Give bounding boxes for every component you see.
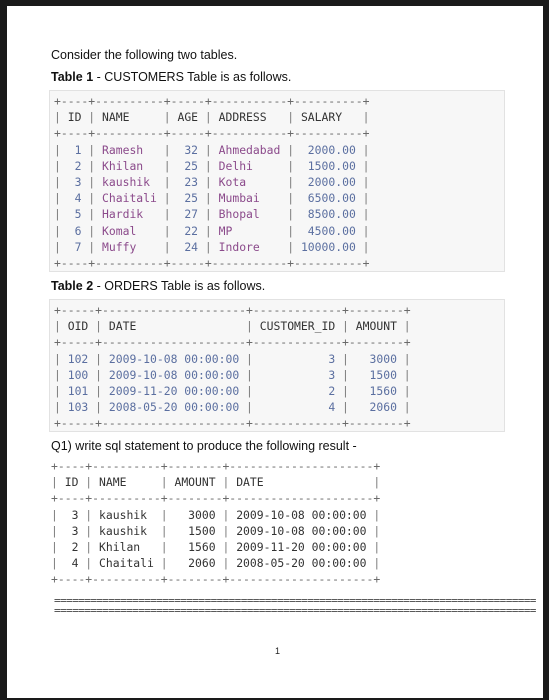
customers-cell: 7 <box>67 239 82 254</box>
orders-cell: 103 <box>67 400 89 415</box>
orders-table: +-----+---------------------+-------------+--------+ | OID | DATE | CUSTOMER_ID | AMOUNT | +-----+---------------------+-------------+--------+ | 102 | 2009-10-08 00:00:00 | 3 | 3000 | | 100 | 2009-10-08 00:00:00 | 3 | 1500 | | 101 | 2009-11-20 00:00:00 | 2 | 1560 | | 103 | 2008-05-20 00:00:00 | 4 | 2060 | +-----+---------------------+-------------+--------+ <box>54 303 411 431</box>
customers-cell: 2 <box>67 158 82 173</box>
customers-cell: Komal <box>102 223 157 238</box>
customers-cell: Mumbai <box>218 191 281 206</box>
customers-cell: 23 <box>177 175 199 190</box>
table2-heading-label: Table 2 <box>51 279 94 293</box>
table1-heading-rest: - CUSTOMERS Table is as follows. <box>93 70 292 84</box>
column-header: CUSTOMER_ID <box>259 319 336 334</box>
customers-cell: 4 <box>67 191 82 206</box>
column-header: ID <box>67 110 82 125</box>
customers-cell: Khilan <box>102 158 157 173</box>
orders-cell: 1500 <box>355 367 397 382</box>
column-header: AGE <box>177 110 199 125</box>
orders-cell: 2009-10-08 00:00:00 <box>108 351 240 366</box>
customers-cell: 32 <box>177 142 199 157</box>
customers-cell: Bhopal <box>218 207 281 222</box>
customers-table: +----+----------+-----+-----------+----------+ | ID | NAME | AGE | ADDRESS | SALARY | +----+----------+-----+-----------+----------+ | 1 | Ramesh | 32 | Ahmedabad | 2000.00 | | 2 | Khilan | 25 | Delhi | 1500.00 | | 3 | kaushik | 23 | Kota | 2000.00 | | 4 | Chaitali | 25 | Mumbai | 6500.00 | | 5 | Hardik | 27 | Bhopal | 8500.00 | | 6 | Komal | 22 | MP | 4500.00 | | 7 | Muffy | 24 | Indore | 10000.00 | +----+----------+-----+-----------+----------+ <box>54 94 370 271</box>
result-cell: kaushik <box>99 507 154 522</box>
customers-cell: Hardik <box>102 207 157 222</box>
customers-cell: Ramesh <box>102 142 157 157</box>
customers-table-box <box>49 90 505 272</box>
customers-cell: 6500.00 <box>300 191 356 206</box>
customers-cell: 27 <box>177 207 199 222</box>
orders-cell: 2008-05-20 00:00:00 <box>108 400 240 415</box>
customers-cell: 10000.00 <box>300 239 356 254</box>
orders-cell: 3 <box>259 367 336 382</box>
orders-cell: 100 <box>67 367 89 382</box>
orders-cell: 3 <box>259 351 336 366</box>
orders-cell: 2 <box>259 384 336 399</box>
column-header: NAME <box>102 110 157 125</box>
customers-cell: Delhi <box>218 158 281 173</box>
table1-heading <box>51 70 291 84</box>
result-cell: 2 <box>64 540 79 555</box>
result-table: +----+----------+--------+---------------------+ | ID | NAME | AMOUNT | DATE | +----+----------+--------+---------------------+ | 3 | kaushik | 3000 | 2009-10-08 00:00:00 | | 3 | kaushik | 1500 | 2009-10-08 00:00:00 | | 2 | Khilan | 1560 | 2009-11-20 00:00:00 | | 4 | Chaitali | 2060 | 2008-05-20 00:00:00 | +----+----------+--------+---------------------+ <box>51 459 381 587</box>
customers-cell: Kota <box>218 175 281 190</box>
orders-cell: 1560 <box>355 384 397 399</box>
result-cell: 2009-10-08 00:00:00 <box>236 523 367 538</box>
result-cell: 3 <box>64 507 79 522</box>
table1-heading-label: Table 1 <box>51 70 94 84</box>
result-cell: kaushik <box>99 523 154 538</box>
column-header: DATE <box>236 475 367 490</box>
orders-cell: 2009-11-20 00:00:00 <box>108 384 240 399</box>
result-cell: 1560 <box>174 540 216 555</box>
orders-cell: 4 <box>259 400 336 415</box>
question-text: Q1) write sql statement to produce the following result - <box>51 439 357 453</box>
result-cell: 2009-11-20 00:00:00 <box>236 540 367 555</box>
column-header: ID <box>64 475 79 490</box>
result-cell: 2008-05-20 00:00:00 <box>236 556 367 571</box>
orders-cell: 2009-10-08 00:00:00 <box>108 367 240 382</box>
customers-cell: Muffy <box>102 239 157 254</box>
page-number: 1 <box>275 646 281 656</box>
orders-cell: 101 <box>67 384 89 399</box>
customers-cell: 1500.00 <box>300 158 356 173</box>
orders-table-box <box>49 299 505 432</box>
customers-cell: 24 <box>177 239 199 254</box>
customers-cell: 1 <box>67 142 82 157</box>
customers-cell: 4500.00 <box>300 223 356 238</box>
column-header: OID <box>67 319 89 334</box>
result-cell: 1500 <box>174 523 216 538</box>
customers-cell: kaushik <box>102 175 157 190</box>
column-header: NAME <box>99 475 154 490</box>
result-cell: 2009-10-08 00:00:00 <box>236 507 367 522</box>
customers-cell: 25 <box>177 191 199 206</box>
customers-cell: 6 <box>67 223 82 238</box>
customers-cell: Indore <box>218 239 281 254</box>
intro-text: Consider the following two tables. <box>51 48 238 62</box>
result-cell: 3 <box>64 523 79 538</box>
customers-cell: 2000.00 <box>300 175 356 190</box>
separator-line: ================================================================================ ================================================================================ <box>54 594 536 617</box>
column-header: AMOUNT <box>355 319 397 334</box>
column-header: DATE <box>108 319 240 334</box>
orders-cell: 2060 <box>355 400 397 415</box>
orders-cell: 3000 <box>355 351 397 366</box>
customers-cell: MP <box>218 223 281 238</box>
customers-cell: 5 <box>67 207 82 222</box>
customers-cell: 22 <box>177 223 199 238</box>
customers-cell: 25 <box>177 158 199 173</box>
customers-cell: Ahmedabad <box>218 142 281 157</box>
result-cell: Chaitali <box>99 556 154 571</box>
customers-cell: 3 <box>67 175 82 190</box>
table2-heading <box>51 279 265 293</box>
result-cell: 2060 <box>174 556 216 571</box>
document-page <box>7 6 543 698</box>
table2-heading-rest: - ORDERS Table is as follows. <box>93 279 266 293</box>
customers-cell: 2000.00 <box>300 142 356 157</box>
orders-cell: 102 <box>67 351 89 366</box>
column-header: ADDRESS <box>218 110 281 125</box>
customers-cell: 8500.00 <box>300 207 356 222</box>
column-header: SALARY <box>300 110 356 125</box>
result-cell: 4 <box>64 556 79 571</box>
customers-cell: Chaitali <box>102 191 157 206</box>
result-cell: 3000 <box>174 507 216 522</box>
result-cell: Khilan <box>99 540 154 555</box>
column-header: AMOUNT <box>174 475 216 490</box>
